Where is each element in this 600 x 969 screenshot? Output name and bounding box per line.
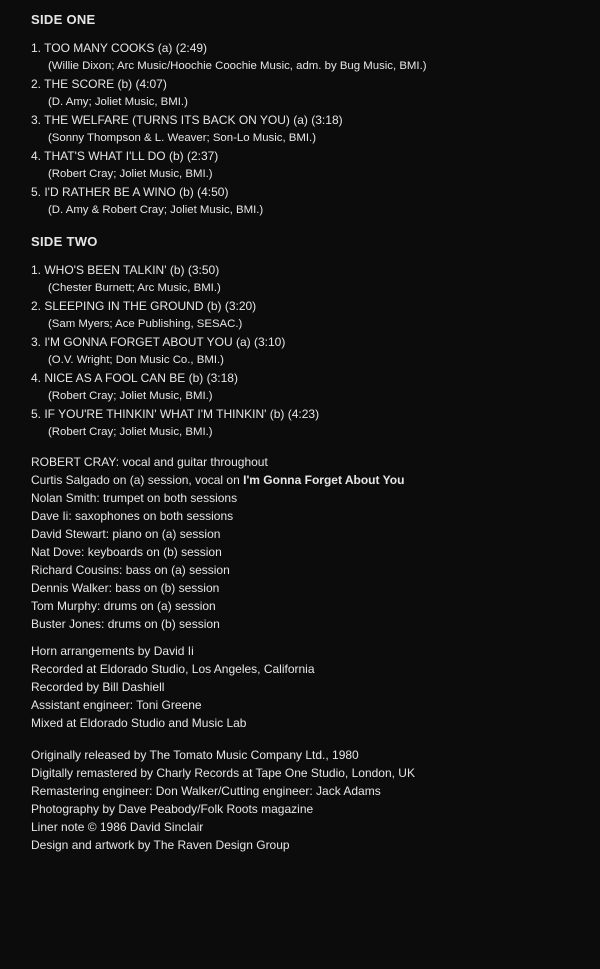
side-one-heading: SIDE ONE <box>31 12 96 27</box>
production-item: Recorded by Bill Dashiell <box>31 680 165 694</box>
track-credit: (Robert Cray; Joliet Music, BMI.) <box>48 426 213 438</box>
track-credit: (Sam Myers; Ace Publishing, SESAC.) <box>48 318 243 330</box>
release-item: Originally released by The Tomato Music Company Ltd., 1980 <box>31 748 359 762</box>
personnel-curtis <box>31 471 581 489</box>
personnel-item: Tom Murphy: drums on (a) session <box>31 599 216 613</box>
track-credit: (O.V. Wright; Don Music Co., BMI.) <box>48 354 224 366</box>
track-title: 1. TOO MANY COOKS (a) (2:49) <box>31 41 208 55</box>
release-credits <box>31 746 581 854</box>
personnel-item: Dave Ii: saxophones on both sessions <box>31 509 234 523</box>
release-item: Digitally remastered by Charly Records at Tape One Studio, London, UK <box>31 766 415 780</box>
track-title: 1. WHO'S BEEN TALKIN' (b) (3:50) <box>31 263 220 277</box>
track-title: 5. IF YOU'RE THINKIN' WHAT I'M THINKIN' (b) (4:23) <box>31 407 320 421</box>
release-item: Photography by Dave Peabody/Folk Roots magazine <box>31 802 314 816</box>
track-title: 2. THE SCORE (b) (4:07) <box>31 77 167 91</box>
personnel-item: Nolan Smith: trumpet on both sessions <box>31 491 238 505</box>
production-item: Assistant engineer: Toni Greene <box>31 698 202 712</box>
track-title: 3. THE WELFARE (TURNS ITS BACK ON YOU) (a) (3:18) <box>31 113 343 127</box>
side-two-track <box>31 405 581 441</box>
side-two-track <box>31 333 581 369</box>
track-title: 4. NICE AS A FOOL CAN BE (b) (3:18) <box>31 371 238 385</box>
side-one-track <box>31 75 581 111</box>
personnel-list <box>31 453 581 633</box>
side-two-heading: SIDE TWO <box>31 234 98 249</box>
personnel-curtis-song: I'm Gonna Forget About You <box>243 473 405 487</box>
track-title: 4. THAT'S WHAT I'LL DO (b) (2:37) <box>31 149 219 163</box>
track-credit: (D. Amy; Joliet Music, BMI.) <box>48 96 188 108</box>
track-credit: (Sonny Thompson & L. Weaver; Son-Lo Music, BMI.) <box>48 132 317 144</box>
production-item: Recorded at Eldorado Studio, Los Angeles, California <box>31 662 315 676</box>
side-one-track <box>31 183 581 219</box>
personnel-item: Richard Cousins: bass on (a) session <box>31 563 230 577</box>
track-credit: (Willie Dixon; Arc Music/Hoochie Coochie Music, adm. by Bug Music, BMI.) <box>48 60 427 72</box>
side-two-track <box>31 369 581 405</box>
personnel-item: David Stewart: piano on (a) session <box>31 527 221 541</box>
personnel-curtis-text: Curtis Salgado on (a) session, vocal on <box>31 473 244 487</box>
side-one-track <box>31 39 581 75</box>
liner-notes-content <box>31 11 581 854</box>
side-two-track <box>31 261 581 297</box>
release-item: Design and artwork by The Raven Design Group <box>31 838 290 852</box>
track-title: 5. I'D RATHER BE A WINO (b) (4:50) <box>31 185 229 199</box>
side-two-track <box>31 297 581 333</box>
side-one-track <box>31 147 581 183</box>
personnel-item: Dennis Walker: bass on (b) session <box>31 581 220 595</box>
release-item: Liner note © 1986 David Sinclair <box>31 820 204 834</box>
side-one-track <box>31 111 581 147</box>
release-item: Remastering engineer: Don Walker/Cutting engineer: Jack Adams <box>31 784 381 798</box>
personnel-lead: ROBERT CRAY: vocal and guitar throughout <box>31 455 268 469</box>
personnel-item: Nat Dove: keyboards on (b) session <box>31 545 222 559</box>
track-credit: (D. Amy & Robert Cray; Joliet Music, BMI.) <box>48 204 264 216</box>
track-credit: (Robert Cray; Joliet Music, BMI.) <box>48 390 213 402</box>
track-title: 3. I'M GONNA FORGET ABOUT YOU (a) (3:10) <box>31 335 286 349</box>
production-credits <box>31 642 581 732</box>
track-credit: (Robert Cray; Joliet Music, BMI.) <box>48 168 213 180</box>
personnel-item: Buster Jones: drums on (b) session <box>31 617 220 631</box>
track-title: 2. SLEEPING IN THE GROUND (b) (3:20) <box>31 299 257 313</box>
track-credit: (Chester Burnett; Arc Music, BMI.) <box>48 282 221 294</box>
production-item: Horn arrangements by David Ii <box>31 644 194 658</box>
production-item: Mixed at Eldorado Studio and Music Lab <box>31 716 247 730</box>
